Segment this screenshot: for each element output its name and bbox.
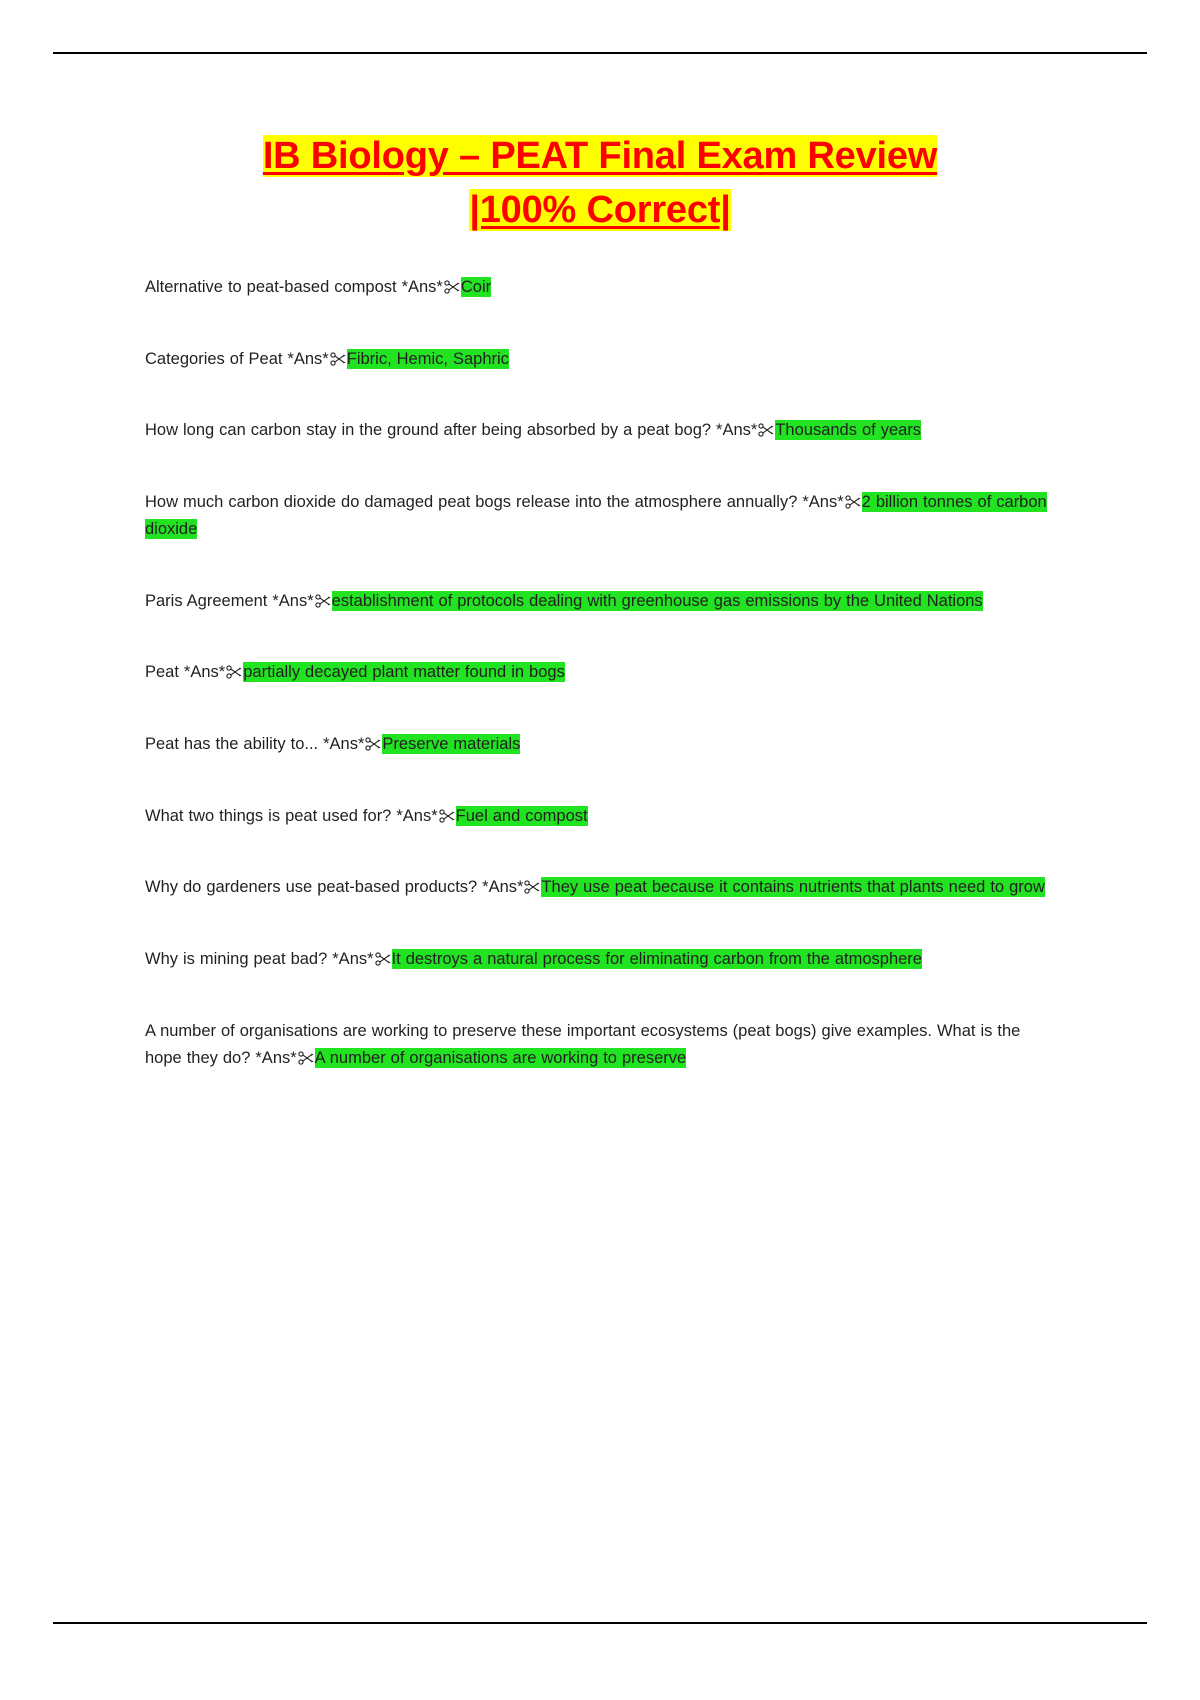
qa-question: How long can carbon stay in the ground after being absorbed by a peat bog? — [145, 421, 712, 440]
qa-item — [145, 588, 1055, 615]
answer-marker: *Ans* — [178, 663, 226, 682]
qa-answer: They use peat because it contains nutrients that plants need to grow — [541, 878, 1045, 897]
qa-item — [145, 803, 1055, 830]
answer-marker: *Ans* — [391, 806, 438, 825]
scissors-icon — [365, 733, 381, 760]
qa-answer: It destroys a natural process for eliminating carbon from the atmosphere — [391, 950, 922, 969]
scissors-icon — [375, 948, 391, 975]
answer-marker: *Ans* — [267, 591, 314, 610]
answer-marker: *Ans* — [282, 349, 329, 368]
qa-question: How much carbon dioxide do damaged peat bogs release into the atmosphere annually? — [145, 493, 798, 512]
qa-item — [145, 946, 1055, 973]
page-title — [145, 130, 1055, 238]
answer-marker: *Ans* — [396, 277, 443, 296]
qa-item — [145, 489, 1055, 542]
scissors-icon — [439, 805, 455, 832]
qa-item — [145, 731, 1055, 758]
qa-answer: establishment of protocols dealing with greenhouse gas emissions by the United Nations — [331, 591, 983, 610]
qa-item — [145, 659, 1055, 686]
qa-question: A number of organisations are working to preserve these important ecosystems (peat bogs) give examples. What is the hope they do? — [145, 1021, 1021, 1067]
scissors-icon — [524, 876, 540, 903]
header-divider — [53, 52, 1147, 54]
qa-answer: Coir — [460, 277, 492, 296]
qa-item — [145, 1018, 1055, 1071]
scissors-icon — [758, 419, 774, 446]
answer-marker: *Ans* — [477, 878, 524, 897]
qa-answer: A number of organisations are working to preserve — [314, 1048, 687, 1067]
qa-question: Alternative to peat-based compost — [145, 277, 397, 296]
scissors-icon — [226, 661, 242, 688]
answer-marker: *Ans* — [711, 421, 758, 440]
qa-item — [145, 417, 1055, 444]
qa-answer: Fibric, Hemic, Saphric — [346, 349, 509, 368]
scissors-icon — [315, 590, 331, 617]
qa-answer: partially decayed plant matter found in bogs — [243, 663, 565, 682]
page-title-line-2: |100% Correct| — [469, 188, 731, 231]
qa-question: Why is mining peat bad? — [145, 950, 328, 969]
qa-question: Peat — [145, 663, 179, 682]
answer-marker: *Ans* — [797, 493, 844, 512]
qa-question: What two things is peat used for? — [145, 806, 392, 825]
page-title-line-1: IB Biology – PEAT Final Exam Review — [262, 135, 938, 177]
qa-question: Categories of Peat — [145, 349, 283, 368]
qa-answer: 2 billion tonnes of carbon dioxide — [145, 493, 1047, 538]
qa-list — [145, 274, 1055, 1071]
scissors-icon — [444, 276, 460, 303]
answer-marker: *Ans* — [327, 950, 374, 969]
qa-question: Peat has the ability to... — [145, 734, 319, 753]
answer-marker: *Ans* — [250, 1048, 297, 1067]
scissors-icon — [298, 1047, 314, 1074]
qa-question: Why do gardeners use peat-based products? — [145, 878, 478, 897]
qa-item — [145, 274, 1055, 301]
footer-divider — [53, 1622, 1147, 1624]
qa-answer: Preserve materials — [382, 734, 521, 753]
qa-question: Paris Agreement — [145, 591, 268, 610]
qa-answer: Fuel and compost — [455, 806, 588, 825]
scissors-icon — [330, 348, 346, 375]
scissors-icon — [845, 491, 861, 518]
document-body — [145, 130, 1055, 1116]
qa-item — [145, 874, 1055, 901]
qa-item — [145, 346, 1055, 373]
answer-marker: *Ans* — [318, 734, 365, 753]
qa-answer: Thousands of years — [775, 421, 922, 440]
